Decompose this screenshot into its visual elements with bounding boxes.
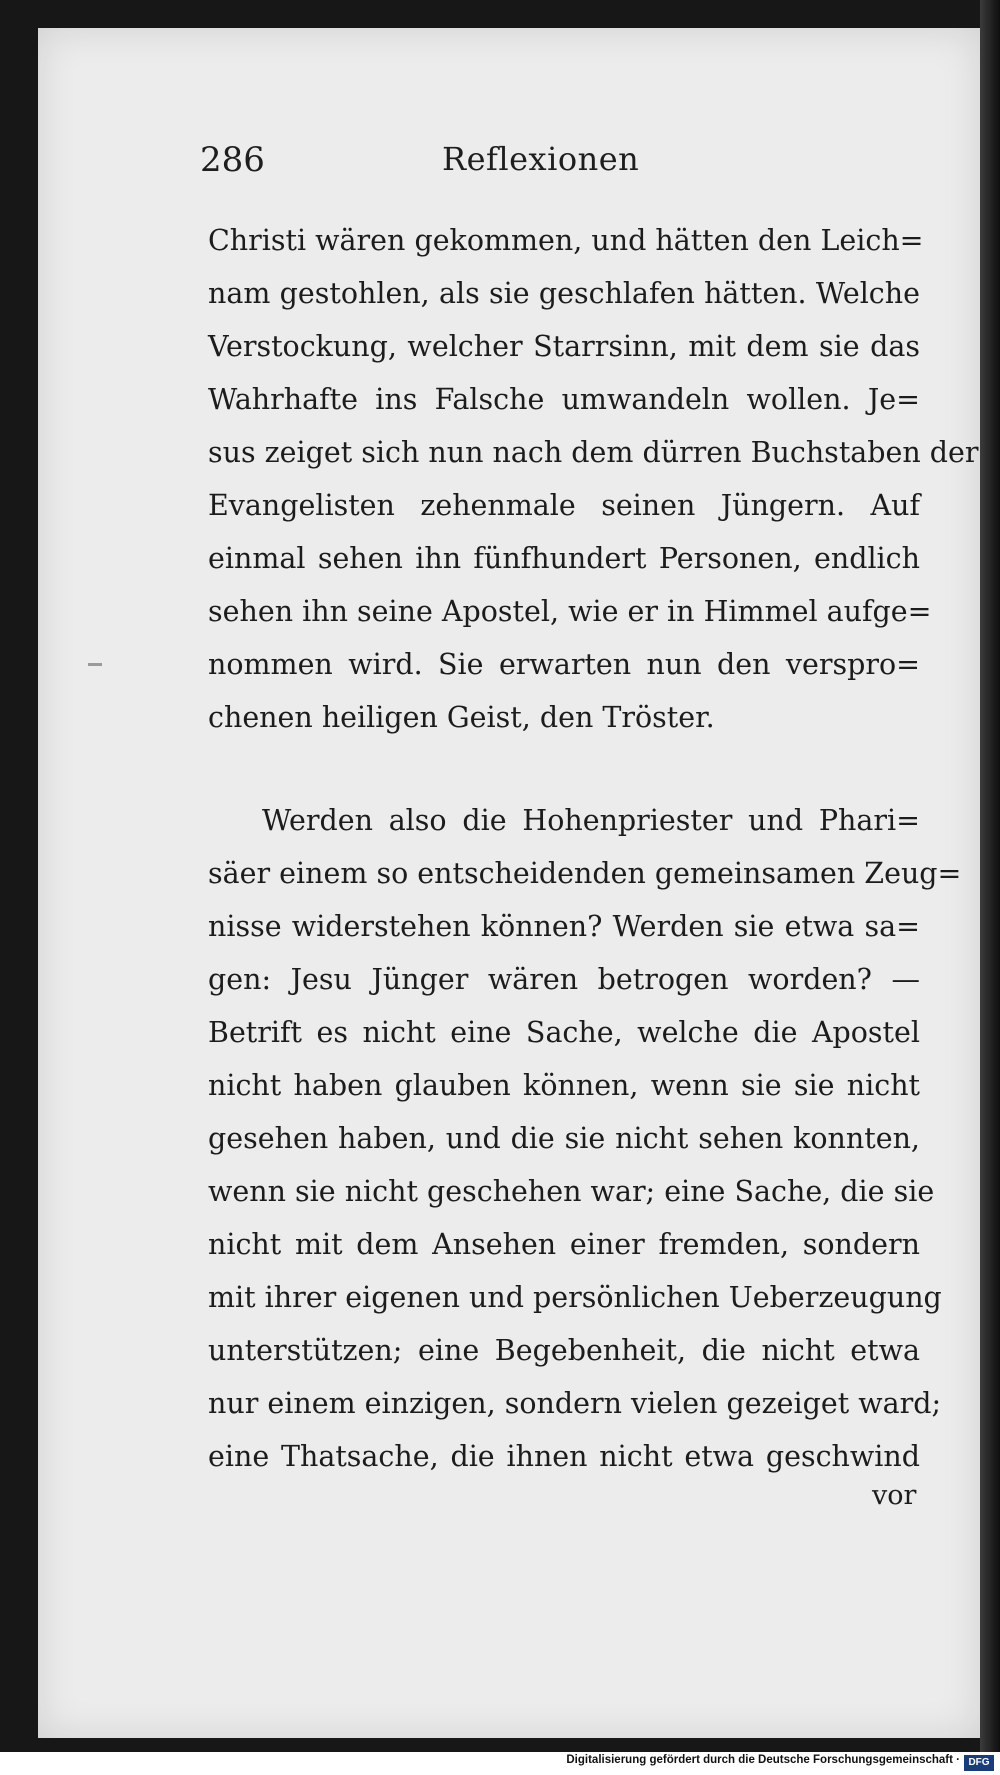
book-edge	[980, 0, 1000, 1775]
text-line: mit ihrer eigenen und persönlichen Ueberzeugung	[208, 1281, 942, 1314]
text-line: säer einem so entscheidenden gemeinsamen Zeug=	[208, 857, 962, 890]
page-header	[200, 140, 920, 190]
text-line: einmal sehen ihn fünfhundert Personen, endlich	[208, 542, 920, 575]
text-line: Werden also die Hohenpriester und Phari=	[262, 804, 920, 837]
text-line: eine Thatsache, die ihnen nicht etwa geschwind	[208, 1440, 920, 1473]
text-line: sus zeiget sich nun nach dem dürren Buchstaben der	[208, 436, 979, 469]
text-line: nisse widerstehen können? Werden sie etwa sa=	[208, 910, 920, 943]
running-head: Reflexionen	[442, 140, 640, 178]
text-line: Wahrhafte ins Falsche umwandeln wollen. Je=	[208, 383, 920, 416]
digitization-footer	[0, 1752, 1000, 1775]
text-line: sehen ihn seine Apostel, wie er in Himmel aufge=	[208, 595, 932, 628]
funding-credit: Digitalisierung gefördert durch die Deutsche Forschungsgemeinschaft ·	[566, 1754, 960, 1766]
text-line: gesehen haben, und die sie nicht sehen konnten,	[208, 1122, 920, 1155]
text-line: Evangelisten zehenmale seinen Jüngern. Auf	[208, 489, 920, 522]
text-line: wenn sie nicht geschehen war; eine Sache, die sie	[208, 1175, 935, 1208]
text-line: Betrift es nicht eine Sache, welche die Apostel	[208, 1016, 920, 1049]
paragraph-1	[208, 214, 979, 744]
text-line: nommen wird. Sie erwarten nun den verspro=	[208, 648, 920, 681]
text-line: gen: Jesu Jünger wären betrogen worden? —	[208, 963, 920, 996]
text-line: Verstockung, welcher Starrsinn, mit dem sie das	[208, 330, 920, 363]
page-number: 286	[200, 140, 265, 180]
paragraph-2	[208, 794, 962, 1483]
text-line: nicht mit dem Ansehen einer fremden, sondern	[208, 1228, 920, 1261]
text-line: Christi wären gekommen, und hätten den Leich=	[208, 224, 924, 257]
text-line: chenen heiligen Geist, den Tröster.	[208, 701, 715, 734]
text-line: nam gestohlen, als sie geschlafen hätten. Welche	[208, 277, 920, 310]
text-line: nicht haben glauben können, wenn sie sie nicht	[208, 1069, 920, 1102]
margin-mark	[88, 663, 102, 666]
text-line: nur einem einzigen, sondern vielen gezeiget ward;	[208, 1387, 942, 1420]
catchword: vor	[872, 1480, 917, 1511]
dfg-logo: DFG	[964, 1755, 994, 1771]
text-line: unterstützen; eine Begebenheit, die nicht etwa	[208, 1334, 920, 1367]
